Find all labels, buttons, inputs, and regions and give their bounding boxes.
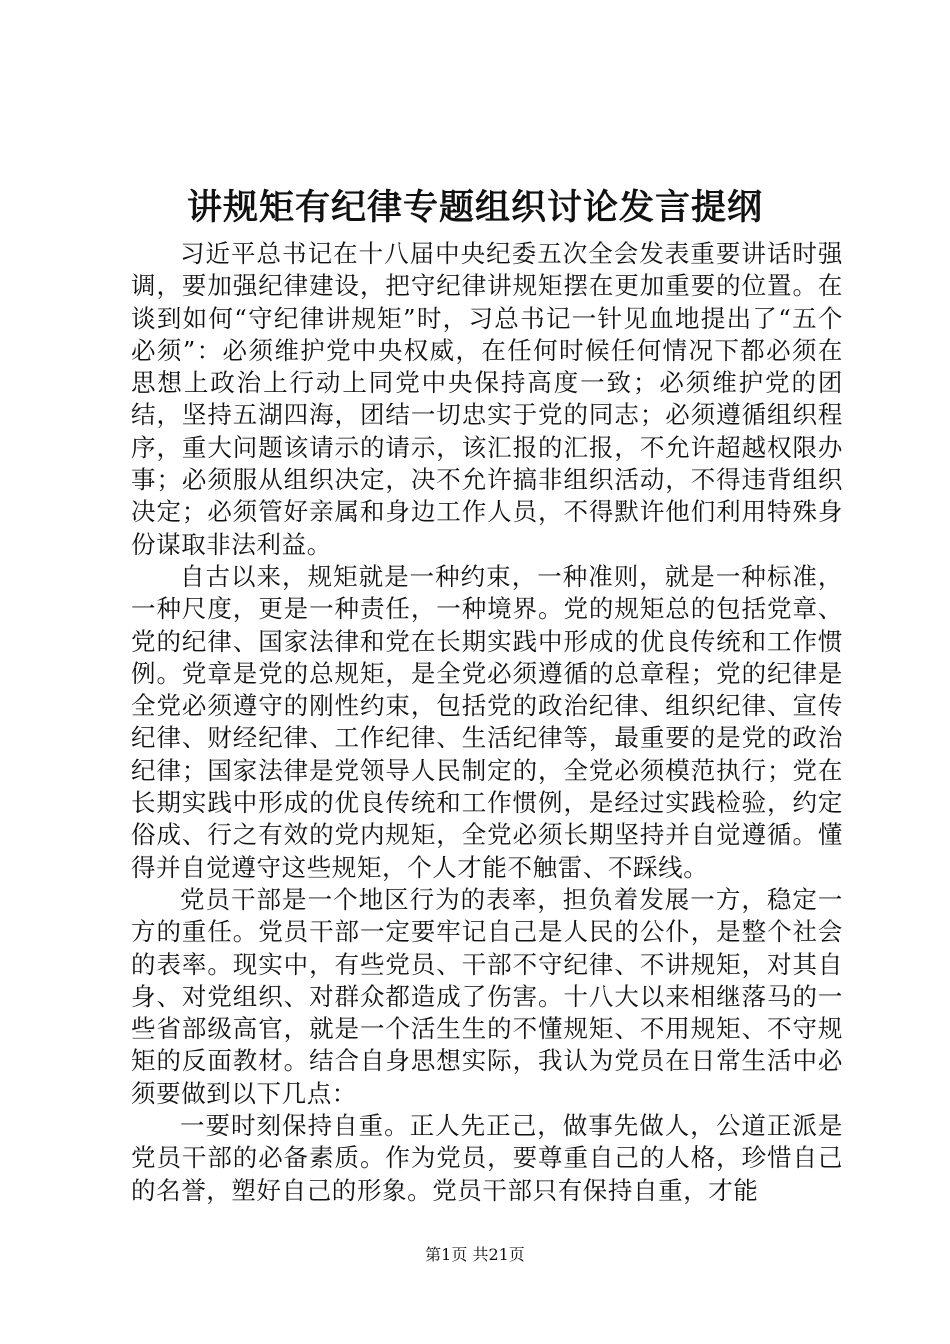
document-title: 讲规矩有纪律专题组织讨论发言提纲 — [186, 187, 763, 228]
paragraph-3: 党员干部是一个地区行为的表率，担负着发展一方，稳定一方的重任。党员干部一定要牢记自己是人民的公仆，是整个社会的表率。现实中，有些党员、干部不守纪律、不讲规矩，对其自身、对党组织、对群众都造成了伤害。十八大以来相继落马的一些省部级高官，就是一个活生生的不懂规矩、不用规矩、不守规矩的反面教材。结合自身思想实际，我认为党员在日常生活中必须要做到以下几点： — [131, 884, 843, 1108]
page-number-footer: 第1页 共21页 — [425, 1245, 525, 1264]
paragraph-4: 一要时刻保持自重。正人先正己，做事先做人，公道正派是党员干部的必备素质。作为党员，要尊重自己的人格，珍惜自己的名誉，塑好自己的形象。党员干部只有保持自重，才能 — [131, 1111, 843, 1205]
document-body — [131, 238, 843, 1207]
paragraph-2: 自古以来，规矩就是一种约束，一种准则，就是一种标准，一种尺度，更是一种责任，一种境界。党的规矩总的包括党章、党的纪律、国家法律和党在长期实践中形成的优良传统和工作惯例。党章是党的总规矩，是全党必须遵循的总章程；党的纪律是全党必须遵守的刚性约束，包括党的政治纪律、组织纪律、宣传纪律、财经纪律、工作纪律、生活纪律等，最重要的是党的政治纪律；国家法律是党领导人民制定的，全党必须模范执行；党在长期实践中形成的优良传统和工作惯例，是经过实践检验，约定俗成、行之有效的党内规矩，全党必须长期坚持并自觉遵循。懂得并自觉遵守这些规矩，个人才能不触雷、不踩线。 — [131, 561, 843, 882]
paragraph-1: 习近平总书记在十八届中央纪委五次全会发表重要讲话时强调，要加强纪律建设，把守纪律讲规矩摆在更加重要的位置。在谈到如何“守纪律讲规矩”时，习总书记一针见血地提出了“五个必须”：必须维护党中央权威，在任何时候任何情况下都必须在思想上政治上行动上同党中央保持高度一致；必须维护党的团结，坚持五湖四海，团结一切忠实于党的同志；必须遵循组织程序，重大问题该请示的请示，该汇报的汇报，不允许超越权限办事；必须服从组织决定，决不允许搞非组织活动，不得违背组织决定；必须管好亲属和身边工作人员，不得默许他们利用特殊身份谋取非法利益。 — [131, 239, 843, 559]
